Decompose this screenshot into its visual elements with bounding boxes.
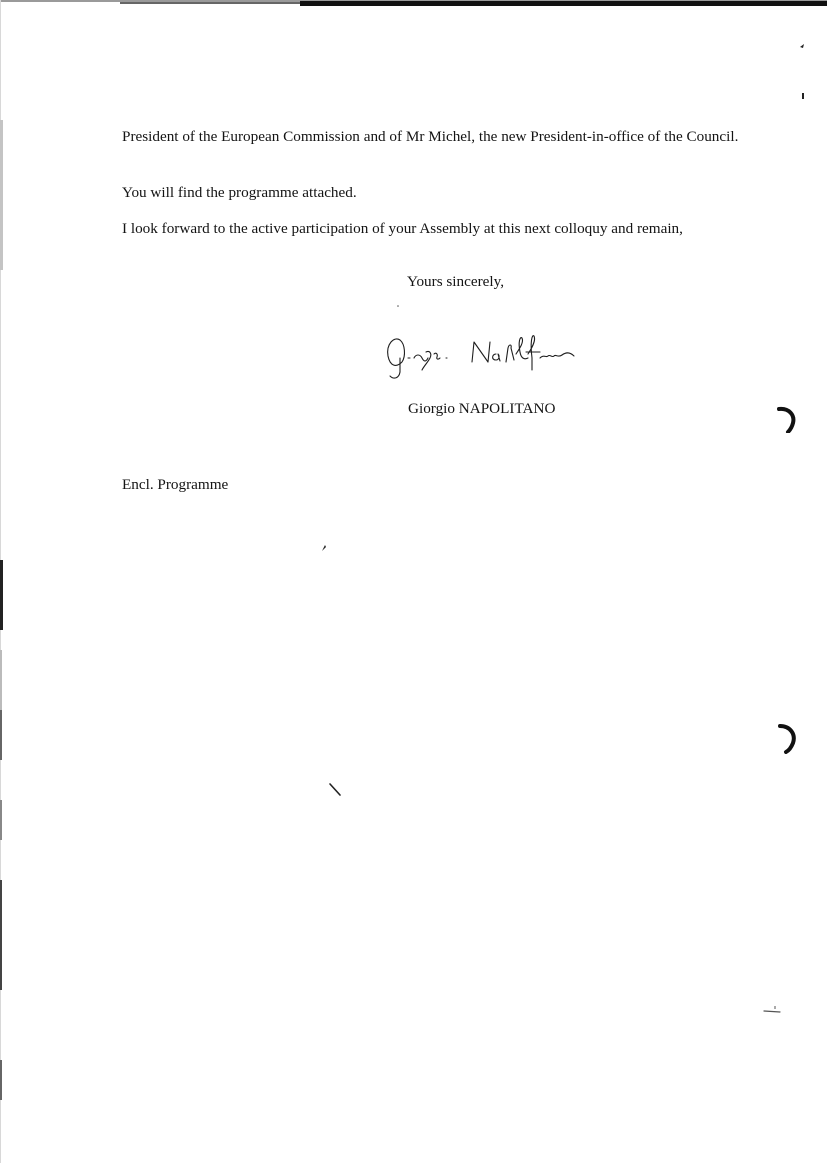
body-paragraph-1: President of the European Commission and of Mr Michel, the new President-in-office of the Council.: [122, 128, 739, 145]
speck-mark-1: [798, 40, 808, 50]
signature-text: G. Napolitano: [378, 328, 384, 329]
speck-mark-2: [799, 91, 807, 101]
body-paragraph-3: I look forward to the active participation of your Assembly at this next colloquy and remain,: [122, 220, 683, 237]
hole-punch-mark-1: [775, 405, 799, 433]
body-paragraph-2: You will find the programme attached.: [122, 184, 357, 201]
hole-punch-mark-2: [776, 722, 800, 754]
handwritten-signature: [378, 328, 588, 386]
speck-mark-6: [395, 303, 401, 309]
scan-left-edge: [0, 0, 4, 1163]
speck-mark-3: [320, 543, 328, 553]
scan-top-border: [0, 0, 827, 7]
enclosure-note: Encl. Programme: [122, 476, 229, 493]
speck-mark-5: [762, 1004, 784, 1016]
closing-salutation: Yours sincerely,: [407, 273, 505, 290]
signer-name: Giorgio NAPOLITANO: [408, 400, 556, 417]
speck-mark-4: [328, 782, 344, 798]
